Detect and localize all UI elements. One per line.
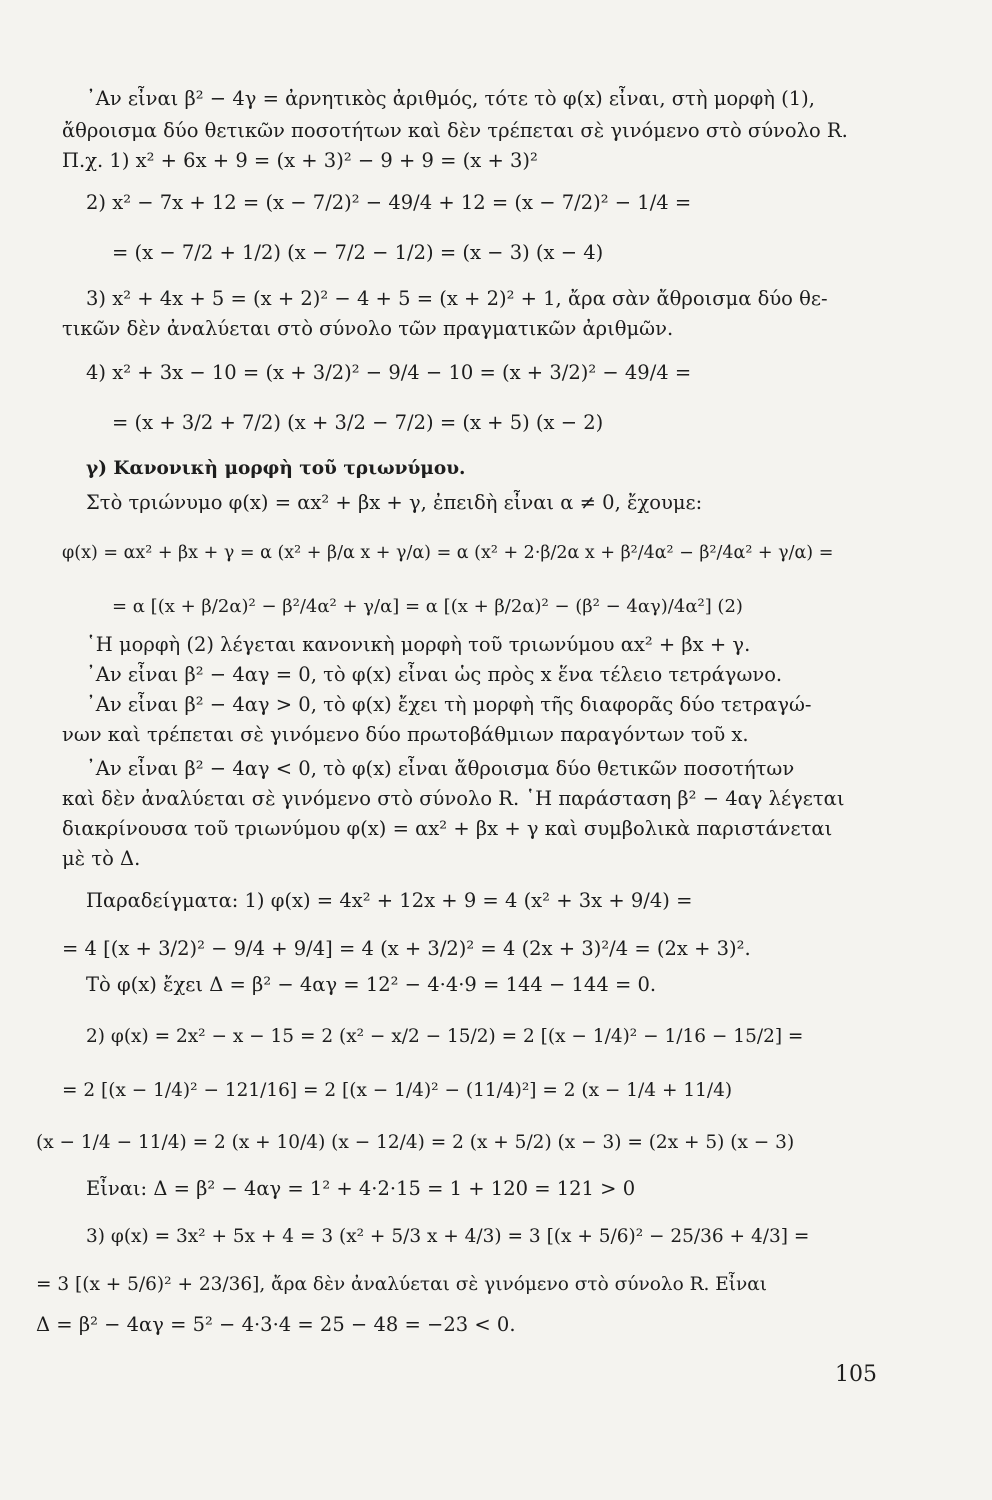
canonical-form-definition: ῾Η μορφὴ (2) λέγεται κανονικὴ μορφὴ τοῦ τριωνύμου αx² + βx + γ. (86, 633, 751, 656)
case-negative-line-1: ᾿Αν εἶναι β² − 4αγ < 0, τὸ φ(x) εἶναι ἄθροισμα δύο θετικῶν ποσοτήτων (86, 757, 795, 780)
examples-1-line-1: Παραδείγματα: 1) φ(x) = 4x² + 12x + 9 = 4 (x² + 3x + 9/4) = (86, 889, 693, 912)
trinomial-intro: Στὸ τριώνυμο φ(x) = αx² + βx + γ, ἐπειδὴ εἶναι α ≠ 0, ἔχουμε: (86, 491, 703, 514)
case-positive-line-2: νων καὶ τρέπεται σὲ γινόμενο δύο πρωτοβάθμιων παραγόντων τοῦ x. (62, 723, 749, 746)
example-2-line-2: = (x − 7/2 + 1/2) (x − 7/2 − 1/2) = (x − 3) (x − 4) (112, 241, 604, 264)
examples-2-line-3: (x − 1/4 − 11/4) = 2 (x + 10/4) (x − 12/4) = 2 (x + 5/2) (x − 3) = (2x + 5) (x − 3) (36, 1132, 795, 1153)
discriminant-definition: διακρίνουσα τοῦ τριωνύμου φ(x) = αx² + βx + γ καὶ συμβολικὰ παριστάνεται (62, 817, 833, 840)
example-3-line-2: τικῶν δὲν ἀναλύεται στὸ σύνολο τῶν πραγματικῶν ἀριθμῶν. (62, 317, 674, 340)
canonical-derivation-line-1: φ(x) = αx² + βx + γ = α (x² + β/α x + γ/α) = α (x² + 2·β/2α x + β²/4α² − β²/4α² + γ/α) = (62, 543, 834, 563)
examples-1-discriminant: Τὸ φ(x) ἔχει Δ = β² − 4αγ = 12² − 4·4·9 = 144 − 144 = 0. (86, 973, 657, 996)
examples-2-line-2: = 2 [(x − 1/4)² − 121/16] = 2 [(x − 1/4)² − (11/4)²] = 2 (x − 1/4 + 11/4) (62, 1080, 733, 1101)
examples-3-discriminant: Δ = β² − 4αγ = 5² − 4·3·4 = 25 − 48 = −23 < 0. (36, 1313, 516, 1336)
section-heading: γ) Κανονικὴ μορφὴ τοῦ τριωνύμου. (86, 458, 466, 479)
canonical-derivation-line-2: = α [(x + β/2α)² − β²/4α² + γ/α] = α [(x + β/2α)² − (β² − 4αγ)/4α²] (2) (112, 596, 743, 617)
text-line-2: ἄθροισμα δύο θετικῶν ποσοτήτων καὶ δὲν τρέπεται σὲ γινόμενο στὸ σύνολο R. (62, 119, 848, 142)
examples-1-line-2: = 4 [(x + 3/2)² − 9/4 + 9/4] = 4 (x + 3/2)² = 4 (2x + 3)²/4 = (2x + 3)². (62, 937, 751, 960)
example-4-line-1: 4) x² + 3x − 10 = (x + 3/2)² − 9/4 − 10 = (x + 3/2)² − 49/4 = (86, 361, 692, 384)
examples-2-line-1: 2) φ(x) = 2x² − x − 15 = 2 (x² − x/2 − 15/2) = 2 [(x − 1/4)² − 1/16 − 15/2] = (86, 1026, 804, 1047)
case-zero: ᾿Αν εἶναι β² − 4αγ = 0, τὸ φ(x) εἶναι ὡς πρὸς x ἕνα τέλειο τετράγωνο. (86, 663, 783, 686)
examples-2-discriminant: Εἶναι: Δ = β² − 4αγ = 1² + 4·2·15 = 1 + 120 = 121 > 0 (86, 1177, 636, 1200)
discriminant-symbol: μὲ τὸ Δ. (62, 847, 141, 870)
text-line-1: ᾿Αν εἶναι β² − 4γ = ἀρνητικὸς ἀριθμός, τότε τὸ φ(x) εἶναι, στὴ μορφὴ (1), (86, 87, 815, 110)
examples-3-line-1: 3) φ(x) = 3x² + 5x + 4 = 3 (x² + 5/3 x + 4/3) = 3 [(x + 5/6)² − 25/36 + 4/3] = (86, 1226, 810, 1247)
case-negative-line-2: καὶ δὲν ἀναλύεται σὲ γινόμενο στὸ σύνολο R. ῾Η παράσταση β² − 4αγ λέγεται (62, 787, 845, 810)
examples-3-line-2: = 3 [(x + 5/6)² + 23/36], ἄρα δὲν ἀναλύεται σὲ γινόμενο στὸ σύνολο R. Εἶναι (36, 1274, 768, 1295)
example-4-line-2: = (x + 3/2 + 7/2) (x + 3/2 − 7/2) = (x + 5) (x − 2) (112, 411, 604, 434)
example-2-line-1: 2) x² − 7x + 12 = (x − 7/2)² − 49/4 + 12 = (x − 7/2)² − 1/4 = (86, 191, 692, 214)
page-number: 105 (835, 1362, 877, 1387)
example-1-line: Π.χ. 1) x² + 6x + 9 = (x + 3)² − 9 + 9 = (x + 3)² (62, 149, 538, 172)
example-3-line-1: 3) x² + 4x + 5 = (x + 2)² − 4 + 5 = (x + 2)² + 1, ἄρα σὰν ἄθροισμα δύο θε- (86, 287, 828, 310)
case-positive-line-1: ᾿Αν εἶναι β² − 4αγ > 0, τὸ φ(x) ἔχει τὴ μορφὴ τῆς διαφορᾶς δύο τετραγώ- (86, 693, 812, 716)
